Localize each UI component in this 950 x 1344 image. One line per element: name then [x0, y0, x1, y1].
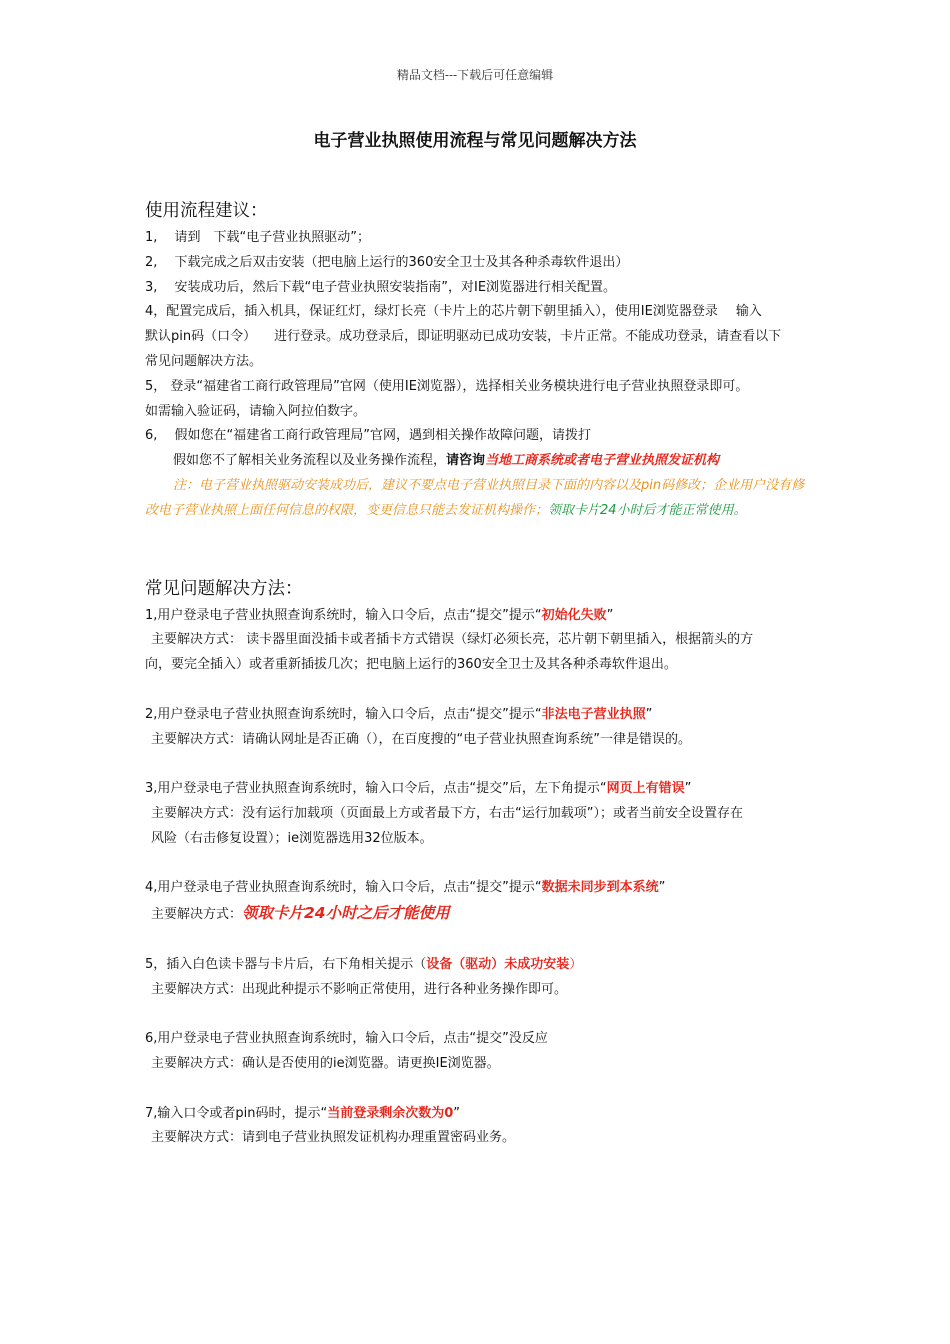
- usage-step-4-line-2: [145, 325, 817, 350]
- faq-q2-text: 2,用户登录电子营业执照查询系统时，输入口令后，点击“提交”提示“: [145, 706, 542, 722]
- faq-q3-error: 网页上有错误: [606, 781, 685, 797]
- consult-bold: 请咨询: [446, 453, 486, 469]
- faq-answer-5: 主要解决方式：出现此种提示不影响正常使用，进行各种业务操作即可。: [151, 981, 568, 997]
- usage-note: [145, 474, 817, 524]
- usage-step-4-login: 进行登录。成功登录后，即证明驱动已成功安装，卡片正常。不能成功登录，请查看以下: [274, 329, 782, 345]
- faq-q4-error: 数据未同步到本系统: [541, 880, 659, 896]
- faq-answer-3-line-2: 风险（右击修复设置）；ie浏览器选用32位版本。: [151, 830, 433, 846]
- faq-q5-text: 5，插入白色读卡器与卡片后，右下角相关提示（: [145, 956, 427, 972]
- document-title: 电子营业执照使用流程与常见问题解决方法: [313, 131, 637, 151]
- note-card-activation: 领取卡片24小时后才能正常使用。: [548, 502, 747, 518]
- usage-consult-line: [145, 449, 817, 474]
- page-header: 精品文档---下载后可任意编辑: [396, 68, 554, 82]
- faq-q4-close: ”: [658, 880, 666, 896]
- faq-answer-1-line-1: 主要解决方式： 读卡器里面没插卡或者插卡方式错误（绿灯必须长亮，芯片朝下朝里插入，根据箭头的方: [151, 632, 754, 648]
- faq-question-4: [145, 876, 817, 901]
- usage-step-6: 6, 假如您在“福建省工商行政管理局”官网，遇到相关操作故障问题，请拨打: [145, 428, 592, 444]
- consult-text: 假如您不了解相关业务流程以及业务操作流程，: [173, 453, 447, 469]
- usage-step-2: 2, 下载完成之后双击安装（把电脑上运行的360安全卫士及其各种杀毒软件退出）: [145, 254, 629, 270]
- faq-q1-error: 初始化失败: [541, 607, 607, 623]
- faq-q7-text: 7,输入口令或者pin码时，提示“: [145, 1105, 328, 1121]
- usage-step-4-line-3: 常见问题解决方法。: [145, 353, 263, 369]
- faq-q5-error: 设备（驱动）未成功安装: [426, 956, 570, 972]
- usage-step-5-line-1: 5， 登录“福建省工商行政管理局”官网（使用IE浏览器），选择相关业务模块进行电子营业执照登录即可。: [145, 378, 749, 394]
- faq-q2-close: ”: [645, 706, 653, 722]
- usage-heading: 使用流程建议：: [145, 201, 268, 221]
- faq-question-2: [145, 703, 817, 728]
- usage-step-3: 3, 安装成功后，然后下载“电子营业执照安装指南”，对IE浏览器进行相关配置。: [145, 279, 617, 295]
- note-warning: 注：电子营业执照驱动安装成功后，建议不要点电子营业执照目录下面的内容以及pin码修改；企业用户没有修改电子营业执照上面任何信息的权限，变更信息只能去发证机构操作；: [145, 477, 805, 518]
- document-body: [145, 198, 817, 1151]
- faq-q7-error: 当前登录剩余次数为0: [327, 1105, 454, 1121]
- faq-question-7: [145, 1102, 817, 1127]
- faq-question-3: [145, 777, 817, 802]
- usage-step-4-tail: 输入: [735, 304, 762, 320]
- faq-q3-close: ”: [684, 781, 692, 797]
- faq-answer-6: 主要解决方式：确认是否使用的ie浏览器。请更换IE浏览器。: [151, 1055, 500, 1071]
- faq-a4-solution: 领取卡片24小时之后才能使用: [242, 904, 450, 923]
- faq-q2-error: 非法电子营业执照: [541, 706, 646, 722]
- usage-step-4-line-1: [145, 300, 817, 325]
- faq-answer-3-line-1: 主要解决方式：没有运行加载项（页面最上方或者最下方，右击“运行加载项”）；或者当前安全设置存在: [151, 805, 743, 821]
- faq-question-5: [145, 953, 817, 978]
- faq-q1-close: ”: [606, 607, 614, 623]
- faq-q1-text: 1,用户登录电子营业执照查询系统时，输入口令后，点击“提交”提示“: [145, 607, 542, 623]
- faq-answer-1-line-2: 向，要完全插入）或者重新插拔几次；把电脑上运行的360安全卫士及其各种杀毒软件退出。: [145, 657, 677, 673]
- faq-q7-close: ”: [453, 1105, 461, 1121]
- faq-answer-4: [145, 901, 817, 928]
- faq-q3-text: 3,用户登录电子营业执照查询系统时，输入口令后，点击“提交”后，左下角提示“: [145, 781, 607, 797]
- faq-q5-close: ）: [569, 956, 583, 972]
- faq-question-1: [145, 604, 817, 629]
- faq-a4-label: 主要解决方式：: [151, 907, 243, 923]
- faq-question-6: 6,用户登录电子营业执照查询系统时，输入口令后，点击“提交”没反应: [145, 1031, 548, 1047]
- consult-agency: 当地工商系统或者电子营业执照发证机构: [485, 453, 720, 469]
- usage-step-1: 1, 请到 下载“电子营业执照驱动”；: [145, 230, 371, 245]
- usage-step-5-line-2: 如需输入验证码，请输入阿拉伯数字。: [145, 403, 367, 419]
- usage-step-4-pin: 默认pin码（口令）: [145, 329, 257, 345]
- usage-step-4-text: 4，配置完成后，插入机具，保证红灯，绿灯长亮（卡片上的芯片朝下朝里插入），使用IE浏览器登录: [145, 304, 718, 320]
- faq-q4-text: 4,用户登录电子营业执照查询系统时，输入口令后，点击“提交”提示“: [145, 880, 542, 896]
- faq-answer-2: 主要解决方式：请确认网址是否正确（），在百度搜的“电子营业执照查询系统”一律是错误的。: [151, 731, 691, 747]
- faq-heading: 常见问题解决方法：: [145, 578, 303, 599]
- faq-answer-7: 主要解决方式：请到电子营业执照发证机构办理重置密码业务。: [151, 1130, 516, 1146]
